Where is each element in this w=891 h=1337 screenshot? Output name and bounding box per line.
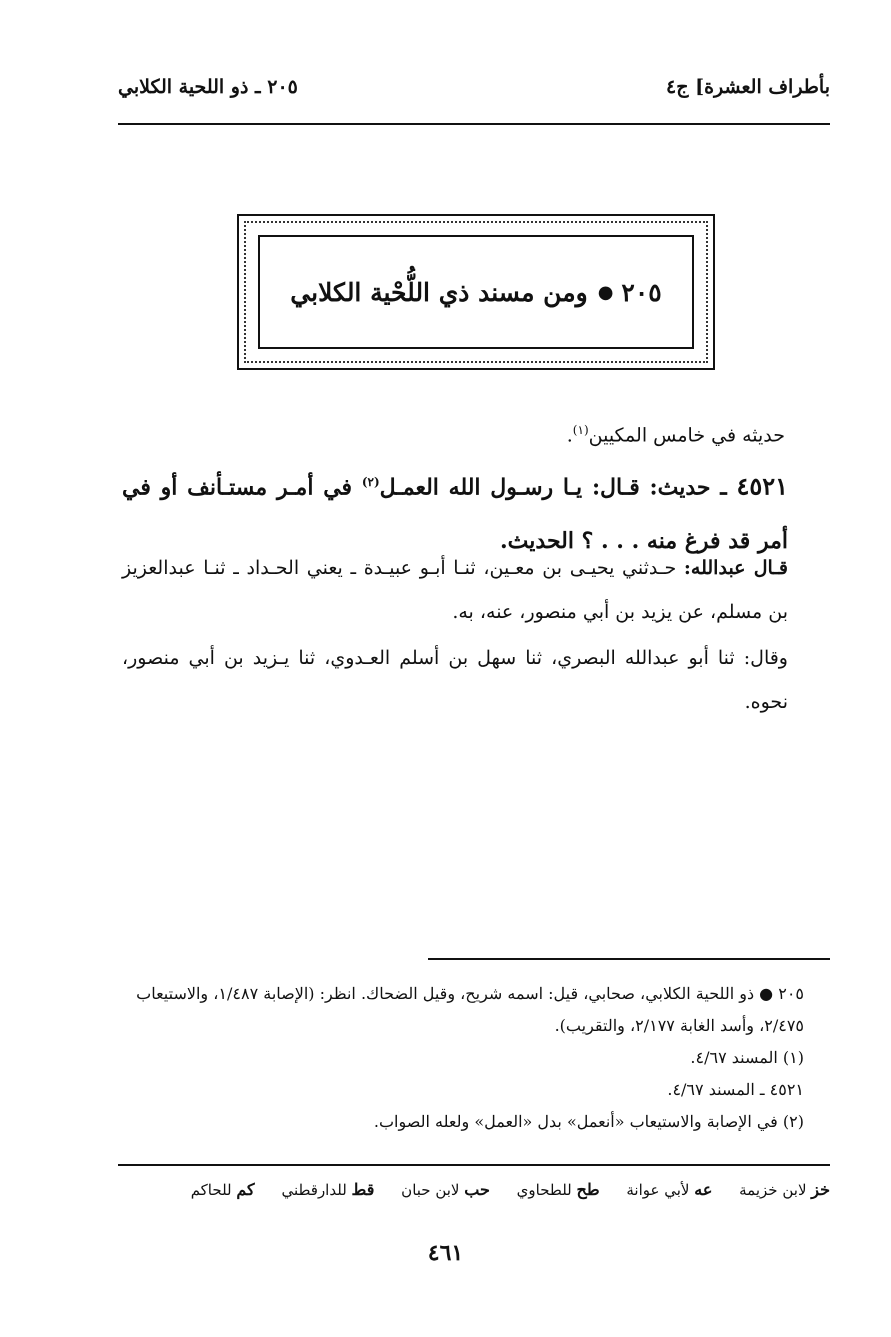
abbreviation-item: حب لابن حبان [401, 1180, 490, 1199]
footnote-divider [428, 958, 830, 960]
footnote: (١) المسند ٤/٦٧. [690, 1048, 804, 1067]
chapter-number: ٢٠٥ [621, 277, 662, 307]
footnotes [118, 978, 830, 1138]
abbreviation-item: عه لأبي عوانة [626, 1180, 713, 1199]
footnote-ref: (٢) [361, 475, 380, 489]
hadith-text: في أمـر مستـأنف أو في أمر قد فرغ منه . . . ؟ الحديث. [122, 474, 788, 555]
page-number: ٤٦١ [427, 1240, 464, 1266]
footnote-ref: (١) [572, 423, 589, 437]
section-title: ٢٠٥ ـ ذو اللحية الكلابي [118, 76, 298, 98]
isnad-lead: قـال عبدالله: [683, 557, 788, 579]
isnad-paragraph [122, 636, 788, 724]
abbreviation-item: كم للحاكم [190, 1180, 255, 1199]
chapter-title-text: ومن مسند ذي اللُّحْية الكلابي [290, 277, 588, 307]
footnote: ٢٠٥ ● ذو اللحية الكلابي، صحابي، قيل: اسمه شريح، وقيل الضحاك. انظر: (الإصابة ١/٤٨٧، والاستيعاب ٢/٤٧٥، وأسد الغابة ٢/١٧٧، والتقريب). [136, 984, 804, 1035]
footnote: (٢) في الإصابة والاستيعاب «أنعمل» بدل «العمل» ولعله الصواب. [373, 1112, 804, 1131]
chapter-title [258, 235, 694, 349]
abbreviation-item: قط للدارقطني [281, 1180, 375, 1199]
ornamental-border [244, 221, 708, 363]
abbreviation-item: طح للطحاوي [516, 1180, 600, 1199]
hadith-lead: ـ حديث: قـال: يـا رسـول الله العمـل [379, 474, 727, 501]
abbreviation-item: خز لابن خزيمة [739, 1180, 830, 1199]
intro-line: حديثه في خامس المكيين$^{(١)}$. [566, 423, 785, 447]
running-header [118, 76, 830, 116]
book-title: بأطراف العشرة] ج٤ [666, 76, 830, 98]
abbreviations-divider [118, 1164, 830, 1166]
isnad-text: حـدثني يحيـى بن معـين، ثنـا أبـو عبيـدة ـ يعني الحـداد ـ ثنـا عبدالعزيز بن مسلم، عن يزيد بن أبي منصور، عنه، به. [122, 557, 788, 623]
isnad-text: وقال: ثنا أبو عبدالله البصري، ثنا سهل بن أسلم العـدوي، ثنا يـزيد بن أبي منصور، نحوه. [122, 647, 788, 713]
intro-text: حديثه في خامس المكيين [588, 424, 785, 447]
footnote: ٤٥٢١ ـ المسند ٤/٦٧. [667, 1080, 804, 1099]
bullet-icon: ● [597, 281, 614, 303]
hadith-number: ٤٥٢١ [736, 471, 788, 501]
isnad-paragraph [122, 546, 788, 634]
abbreviations-key [118, 1180, 830, 1199]
title-ornament-frame [237, 214, 715, 370]
header-divider [118, 123, 830, 125]
